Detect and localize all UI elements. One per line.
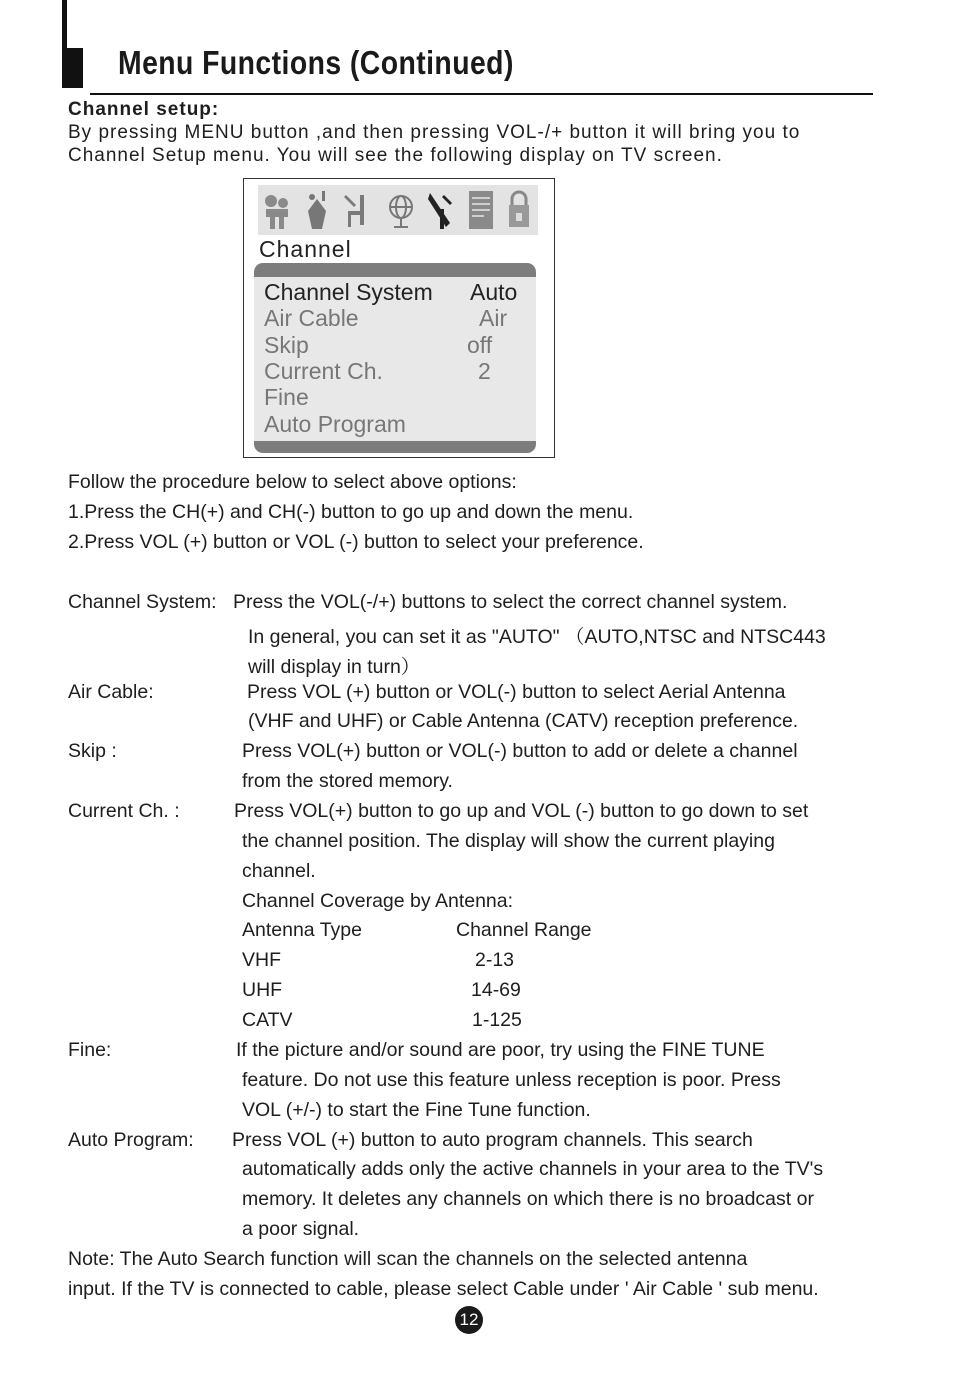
procedure-step-1: 1.Press the CH(+) and CH(-) button to go up and down the menu. — [68, 501, 634, 523]
term-skip: Skip : — [68, 740, 117, 762]
desc-skip-line-1: Press VOL(+) button or VOL(-) button to add or delete a channel — [242, 740, 798, 762]
osd-value-skip: off — [467, 332, 493, 358]
desc-fine-line-2: feature. Do not use this feature unless reception is poor. Press — [242, 1069, 781, 1091]
osd-value-air-cable: Air — [479, 305, 508, 331]
coverage-row-antenna: VHF — [242, 949, 281, 971]
coverage-row-antenna: UHF — [242, 979, 283, 1001]
title-underline — [90, 93, 873, 95]
coverage-row-range: 1-125 — [472, 1009, 522, 1031]
antenna-icon — [426, 189, 456, 231]
desc-auto-program-line-2: automatically adds only the active channels in your area to the TV's — [242, 1158, 824, 1180]
desc-current-ch-line-4: Channel Coverage by Antenna: — [242, 890, 514, 912]
procedure-step-2: 2.Press VOL (+) button or VOL (-) button to select your preference. — [68, 531, 644, 553]
desc-fine-line-1: If the picture and/or sound are poor, try using the FINE TUNE — [236, 1039, 765, 1061]
osd-icon-strip — [258, 185, 538, 235]
term-air-cable: Air Cable: — [68, 681, 154, 703]
desc-current-ch-line-2: the channel position. The display will show the current playing — [242, 830, 775, 852]
lock-icon — [504, 189, 534, 231]
coverage-row-antenna: CATV — [242, 1009, 293, 1031]
desc-auto-program-line-3: memory. It deletes any channels on which there is no broadcast or — [242, 1188, 814, 1210]
intro-line-1: By pressing MENU button ,and then pressing VOL-/+ button it will bring you to — [68, 122, 801, 143]
note-line-1: Note: The Auto Search function will scan the channels on the selected antenna — [68, 1248, 748, 1270]
sound-icon — [302, 189, 332, 231]
osd-bottom-bar — [254, 441, 536, 453]
desc-air-cable-line-2: (VHF and UHF) or Cable Antenna (CATV) reception preference. — [248, 710, 799, 732]
osd-menu-illustration — [243, 178, 555, 458]
osd-value-current-ch: 2 — [478, 358, 491, 384]
desc-channel-system-line-2: In general, you can set it as "AUTO" （AUTO,NTSC and NTSC443 — [248, 626, 826, 648]
note-line-2: input. If the TV is connected to cable, please select Cable under ' Air Cable ' sub menu. — [68, 1278, 819, 1300]
desc-auto-program-line-1: Press VOL (+) button to auto program channels. This search — [232, 1129, 753, 1151]
osd-row-channel-system: Channel System — [264, 279, 433, 305]
osd-menu-heading: Channel — [259, 236, 352, 262]
desc-channel-system-line-3: will display in turn） — [248, 656, 421, 678]
osd-item-panel — [254, 277, 536, 441]
teletext-icon — [466, 189, 496, 231]
coverage-header-antenna-type: Antenna Type — [242, 919, 362, 941]
coverage-row-range: 2-13 — [475, 949, 515, 971]
osd-row-skip: Skip — [264, 332, 309, 358]
header-side-block — [62, 48, 83, 88]
intro-line-2: Channel Setup menu. You will see the following display on TV screen. — [68, 145, 723, 166]
setup-chair-icon — [342, 189, 372, 231]
term-channel-system: Channel System: — [68, 591, 217, 613]
osd-value-channel-system: Auto — [470, 279, 518, 305]
desc-air-cable-line-1: Press VOL (+) button or VOL(-) button to select Aerial Antenna — [247, 681, 786, 703]
osd-row-air-cable: Air Cable — [264, 305, 359, 331]
osd-row-current-ch: Current Ch. — [264, 358, 383, 384]
desc-auto-program-line-4: a poor signal. — [242, 1218, 360, 1240]
section-heading: Channel setup: — [68, 99, 220, 120]
desc-channel-system-line-1: Press the VOL(-/+) buttons to select the correct channel system. — [233, 591, 788, 613]
page-title: Menu Functions (Continued) — [118, 44, 514, 81]
desc-fine-line-3: VOL (+/-) to start the Fine Tune function. — [242, 1099, 591, 1121]
page-number: 12 — [455, 1306, 483, 1334]
coverage-header-channel-range: Channel Range — [456, 919, 592, 941]
term-fine: Fine: — [68, 1039, 112, 1061]
osd-top-bar — [254, 263, 536, 277]
desc-current-ch-line-1: Press VOL(+) button to go up and VOL (-) button to go down to set — [234, 800, 809, 822]
term-auto-program: Auto Program: — [68, 1129, 194, 1151]
osd-row-auto-program: Auto Program — [264, 411, 406, 437]
desc-skip-line-2: from the stored memory. — [242, 770, 453, 792]
globe-icon — [386, 189, 416, 231]
procedure-intro: Follow the procedure below to select above options: — [68, 471, 517, 493]
coverage-row-range: 14-69 — [471, 979, 521, 1001]
osd-row-fine: Fine — [264, 384, 309, 410]
desc-current-ch-line-3: channel. — [242, 860, 316, 882]
term-current-ch: Current Ch. : — [68, 800, 180, 822]
picture-icon — [262, 189, 292, 231]
